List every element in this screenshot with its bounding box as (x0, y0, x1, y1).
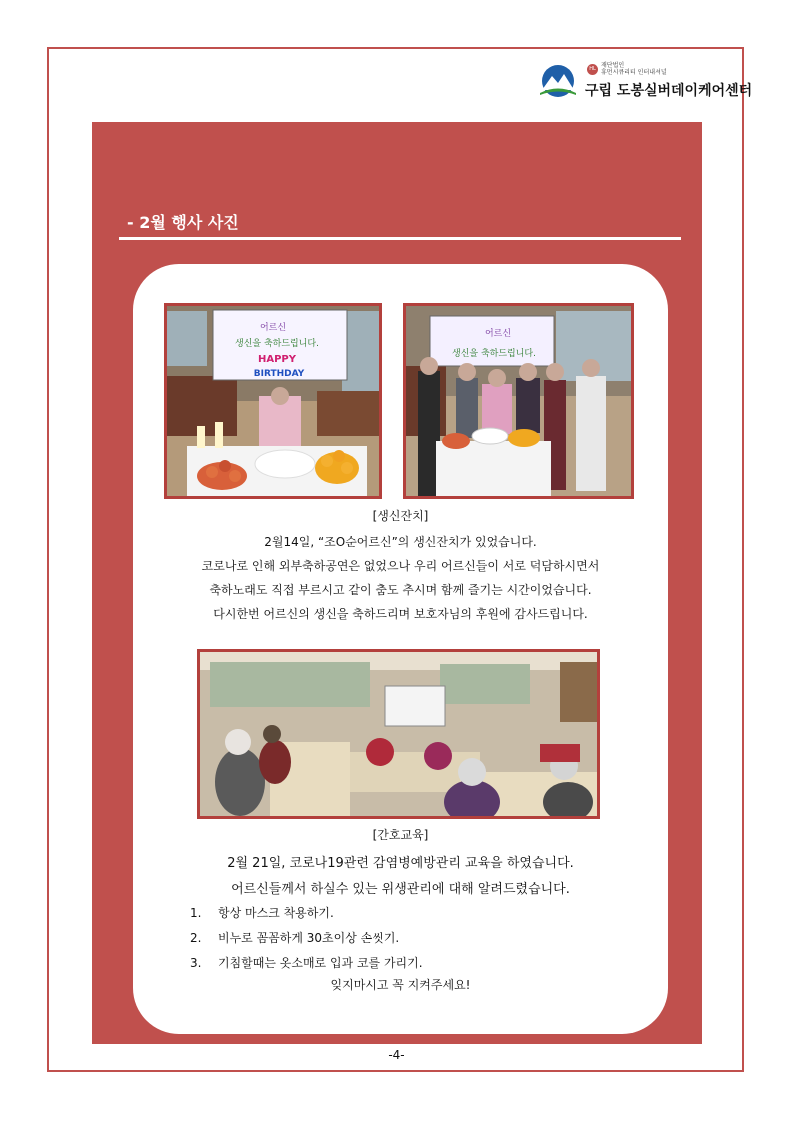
org-badge-icon: HL (587, 64, 598, 75)
nursing-line-2: 어르신들께서 하실수 있는 위생관리에 대해 알려드렸습니다. (231, 882, 570, 897)
mountain-logo-icon (538, 64, 578, 98)
board-text-1: 어르신 (259, 323, 287, 333)
list-item-text: 항상 마스크 착용하기. (218, 906, 334, 920)
birthday-line-3: 축하노래도 직접 부르시고 같이 춤도 추시며 함께 즐기는 시간이었습니다. (209, 583, 592, 597)
birthday-caption: [생신잔치] (372, 509, 429, 523)
list-item-number: 2. (190, 931, 202, 945)
birthday-line-2: 코로나로 인해 외부축하공연은 없었으나 우리 어르신들이 서로 덕담하시면서 (201, 559, 600, 573)
board-text-1: 어르신 (484, 329, 512, 339)
board-text-3: HAPPY (257, 354, 297, 365)
birthday-photo-1 (164, 303, 382, 499)
org-line-1: 재단법인 (601, 62, 625, 69)
nursing-caption: [간호교육] (372, 828, 429, 842)
board-text-4: BIRTHDAY (253, 369, 305, 379)
list-item-text: 기침할때는 옷소매로 입과 코를 가리기. (218, 956, 423, 970)
birthday-line-1: 2월14일, “조O순어르신”의 생신잔치가 있었습니다. (264, 535, 537, 549)
page-number: -4- (388, 1048, 405, 1062)
nursing-education-photo (197, 649, 600, 819)
list-item-number: 1. (190, 906, 202, 920)
birthday-line-4: 다시한번 어르신의 생신을 축하드리며 보호자님의 후원에 감사드립니다. (213, 607, 588, 621)
list-item (190, 954, 423, 971)
list-item (190, 929, 399, 946)
center-name: 구립 도봉실버데이케어센터 (585, 83, 753, 99)
list-item-number: 3. (190, 956, 202, 970)
nursing-line-1: 2월 21일, 코로나19관련 감염병예방관리 교육을 하였습니다. (227, 856, 574, 871)
list-item-text: 비누로 꼼꼼하게 30초이상 손씻기. (218, 931, 400, 945)
closing-text: 잊지마시고 꼭 지켜주세요! (330, 978, 471, 992)
list-item (190, 904, 334, 921)
org-name (601, 62, 721, 76)
section-title: - 2월 행사 사진 (127, 213, 239, 232)
center-logo (538, 62, 753, 102)
board-text-2: 생신을 축하드립니다. (452, 349, 536, 359)
title-divider (119, 237, 681, 240)
org-line-2: 휴먼시큐리티 인터내셔널 (601, 69, 667, 76)
board-text-2: 생신을 축하드립니다. (235, 339, 319, 349)
birthday-photo-2 (403, 303, 634, 499)
